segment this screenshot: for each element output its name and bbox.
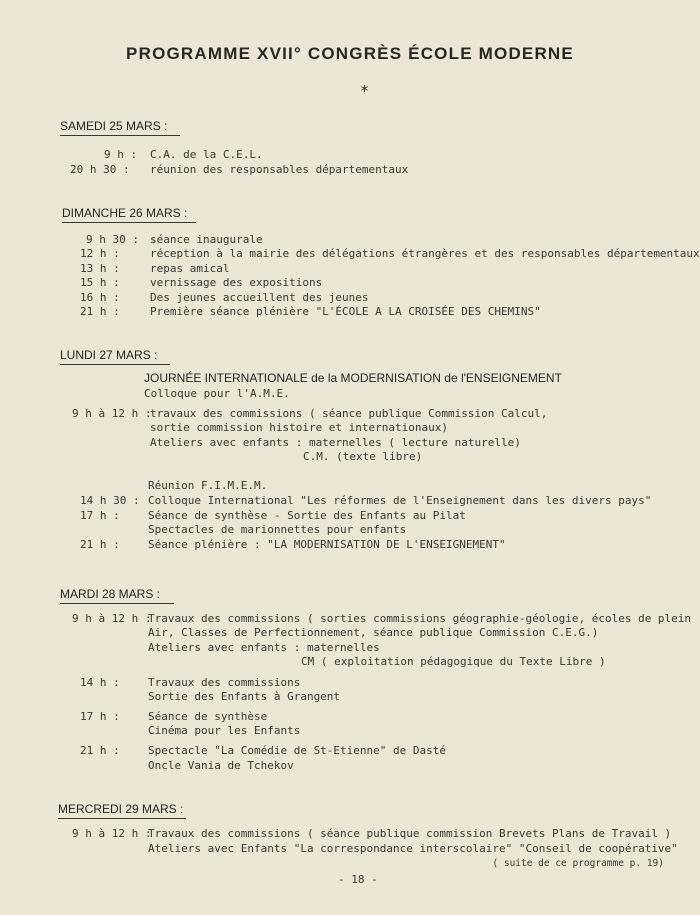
time-label: 21 h : xyxy=(80,538,120,551)
program-entry: Ateliers avec Enfants "La correspondance interscolaire" "Conseil de coopérative" xyxy=(148,842,678,855)
time-label: 9 h à 12 h : xyxy=(72,407,152,420)
heading-underline xyxy=(58,818,186,819)
day-heading-mardi: MARDI 28 MARS : xyxy=(60,587,161,601)
program-entry: CM ( exploitation pédagogique du Texte Libre ) xyxy=(301,655,606,668)
program-entry: C.A. de la C.E.L. xyxy=(150,148,263,161)
program-entry: Travaux des commissions xyxy=(148,676,301,689)
day-heading-lundi: LUNDI 27 MARS : xyxy=(60,348,158,362)
program-entry: Réunion F.I.M.E.M. xyxy=(148,479,268,492)
program-entry: Colloque International "Les réformes de l'Enseignement dans les divers pays" xyxy=(148,494,652,507)
program-entry: Des jeunes accueillent des jeunes xyxy=(150,291,369,304)
program-entry: Spectacle "La Comédie de St-Etienne" de Dasté xyxy=(148,744,447,757)
day-heading-mercredi: MERCREDI 29 MARS : xyxy=(58,802,184,816)
program-entry: vernissage des expositions xyxy=(150,276,323,289)
program-entry: Air, Classes de Perfectionnement, séance publique Commission C.E.G.) xyxy=(148,626,599,639)
time-label: 15 h : xyxy=(80,276,120,289)
program-entry: sortie commission histoire et internationaux) xyxy=(150,421,449,434)
time-label: 21 h : xyxy=(80,744,120,757)
program-entry: réunion des responsables départementaux xyxy=(150,163,409,176)
asterisk-separator: * xyxy=(360,82,370,100)
program-entry: Ateliers avec enfants : maternelles ( lecture naturelle) xyxy=(150,436,521,449)
program-entry: Travaux des commissions ( séance publique commission Brevets Plans de Travail ) xyxy=(148,827,672,840)
program-entry: Ateliers avec enfants : maternelles xyxy=(148,641,380,654)
heading-underline xyxy=(60,364,170,365)
day-heading-samedi: SAMEDI 25 MARS : xyxy=(60,119,168,133)
program-entry: Travaux des commissions ( sorties commissions géographie-géologie, écoles de plein xyxy=(148,612,692,625)
time-label: 16 h : xyxy=(80,291,120,304)
time-label: 13 h : xyxy=(80,262,120,275)
heading-underline xyxy=(60,603,174,604)
heading-underline xyxy=(60,135,180,136)
page-number: - 18 - xyxy=(338,873,378,886)
program-entry: C.M. (texte libre) xyxy=(303,450,423,463)
program-entry: Sortie des Enfants à Grangent xyxy=(148,690,341,703)
time-label: 14 h : xyxy=(80,676,120,689)
day-heading-dimanche: DIMANCHE 26 MARS : xyxy=(62,206,188,220)
program-entry: travaux des commissions ( séance publique Commission Calcul, xyxy=(150,407,548,420)
page-title: PROGRAMME XVII° CONGRÈS ÉCOLE MODERNE xyxy=(126,44,574,63)
continuation-note: ( suite de ce programme p. 19) xyxy=(492,858,664,869)
time-label: 14 h 30 : xyxy=(80,494,140,507)
program-entry: Oncle Vania de Tchekov xyxy=(148,759,294,772)
colloque-line: Colloque pour l'A.M.E. xyxy=(144,387,290,400)
time-label: 20 h 30 : xyxy=(70,163,130,176)
program-entry: Séance de synthèse xyxy=(148,710,268,723)
time-label: 17 h : xyxy=(80,509,120,522)
program-entry: Spectacles de marionnettes pour enfants xyxy=(148,523,407,536)
program-entry: Cinéma pour les Enfants xyxy=(148,724,301,737)
program-entry: Séance de synthèse - Sortie des Enfants au Pilat xyxy=(148,509,466,522)
time-label: 9 h 30 : xyxy=(86,233,139,246)
program-entry: Séance plénière : "LA MODERNISATION DE L'ENSEIGNEMENT" xyxy=(148,538,506,551)
time-label: 9 h à 12 h : xyxy=(72,612,152,625)
time-label: 17 h : xyxy=(80,710,120,723)
time-label: 12 h : xyxy=(80,247,120,260)
time-label: 21 h : xyxy=(80,305,120,318)
program-entry: repas amical xyxy=(150,262,230,275)
heading-underline xyxy=(62,222,196,223)
journee-heading: JOURNÉE INTERNATIONALE de la MODERNISATION de l'ENSEIGNEMENT xyxy=(144,371,562,385)
time-label: 9 h : xyxy=(104,148,138,161)
program-entry: réception à la mairie des délégations étrangères et des responsables départementaux xyxy=(150,247,700,260)
program-entry: Première séance plénière "L'ÉCOLE A LA CROISÉE DES CHEMINS" xyxy=(150,305,541,318)
program-entry: séance inaugurale xyxy=(150,233,263,246)
time-label: 9 h à 12 h : xyxy=(72,827,152,840)
